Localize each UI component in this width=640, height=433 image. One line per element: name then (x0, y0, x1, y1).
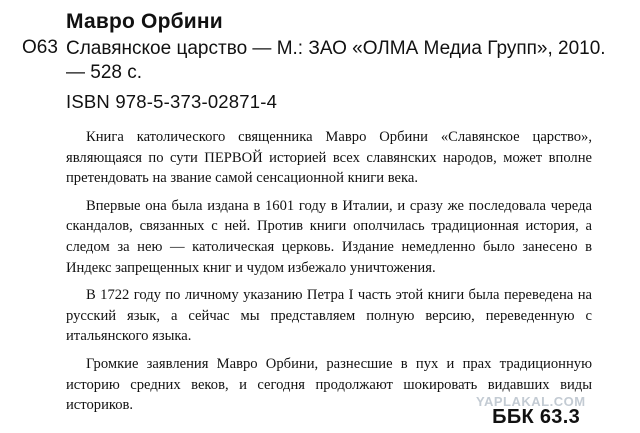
annotation-paragraph: Громкие заявления Мавро Орбини, разнесшие в пух и прах традиционную историю средних веков, и сегодня продолжают шокировать видавших виды историков. (66, 355, 592, 414)
bbk-code: ББК 63.3 (492, 406, 580, 428)
author-name: Мавро Орбини (66, 10, 223, 33)
annotation-paragraph: Впервые она была издана в 1601 году в Италии, и сразу же последовала череда скандалов, связанных с ней. Против книги ополчилась традиционная история, а следом за нею — католическая церковь. Издание немедленно было занесено в Индекс запрещенных книг и чудом избежало уничтожения. (66, 197, 592, 276)
classification-code: О63 (22, 37, 58, 58)
annotation-paragraph: Книга католического священника Мавро Орбини «Славянское царство», являющаяся по сути ПЕРВОЙ историей всех славянских народов, может вполне претендовать на звание самой сенсационной книги века. (66, 129, 592, 187)
annotation (66, 127, 592, 416)
isbn: ISBN 978-5-373-02871-4 (66, 91, 278, 112)
bibliographic-description: Славянское царство — М.: ЗАО «ОЛМА Медиа Групп», 2010. — 528 с. (66, 38, 606, 83)
site-watermark: YAPLAKAL.COM (476, 394, 586, 409)
annotation-paragraph: В 1722 году по личному указанию Петра I часть этой книги была переведена на русский язык, а сейчас мы представляем полную версию, переведенную с итальянского языка. (66, 287, 592, 345)
